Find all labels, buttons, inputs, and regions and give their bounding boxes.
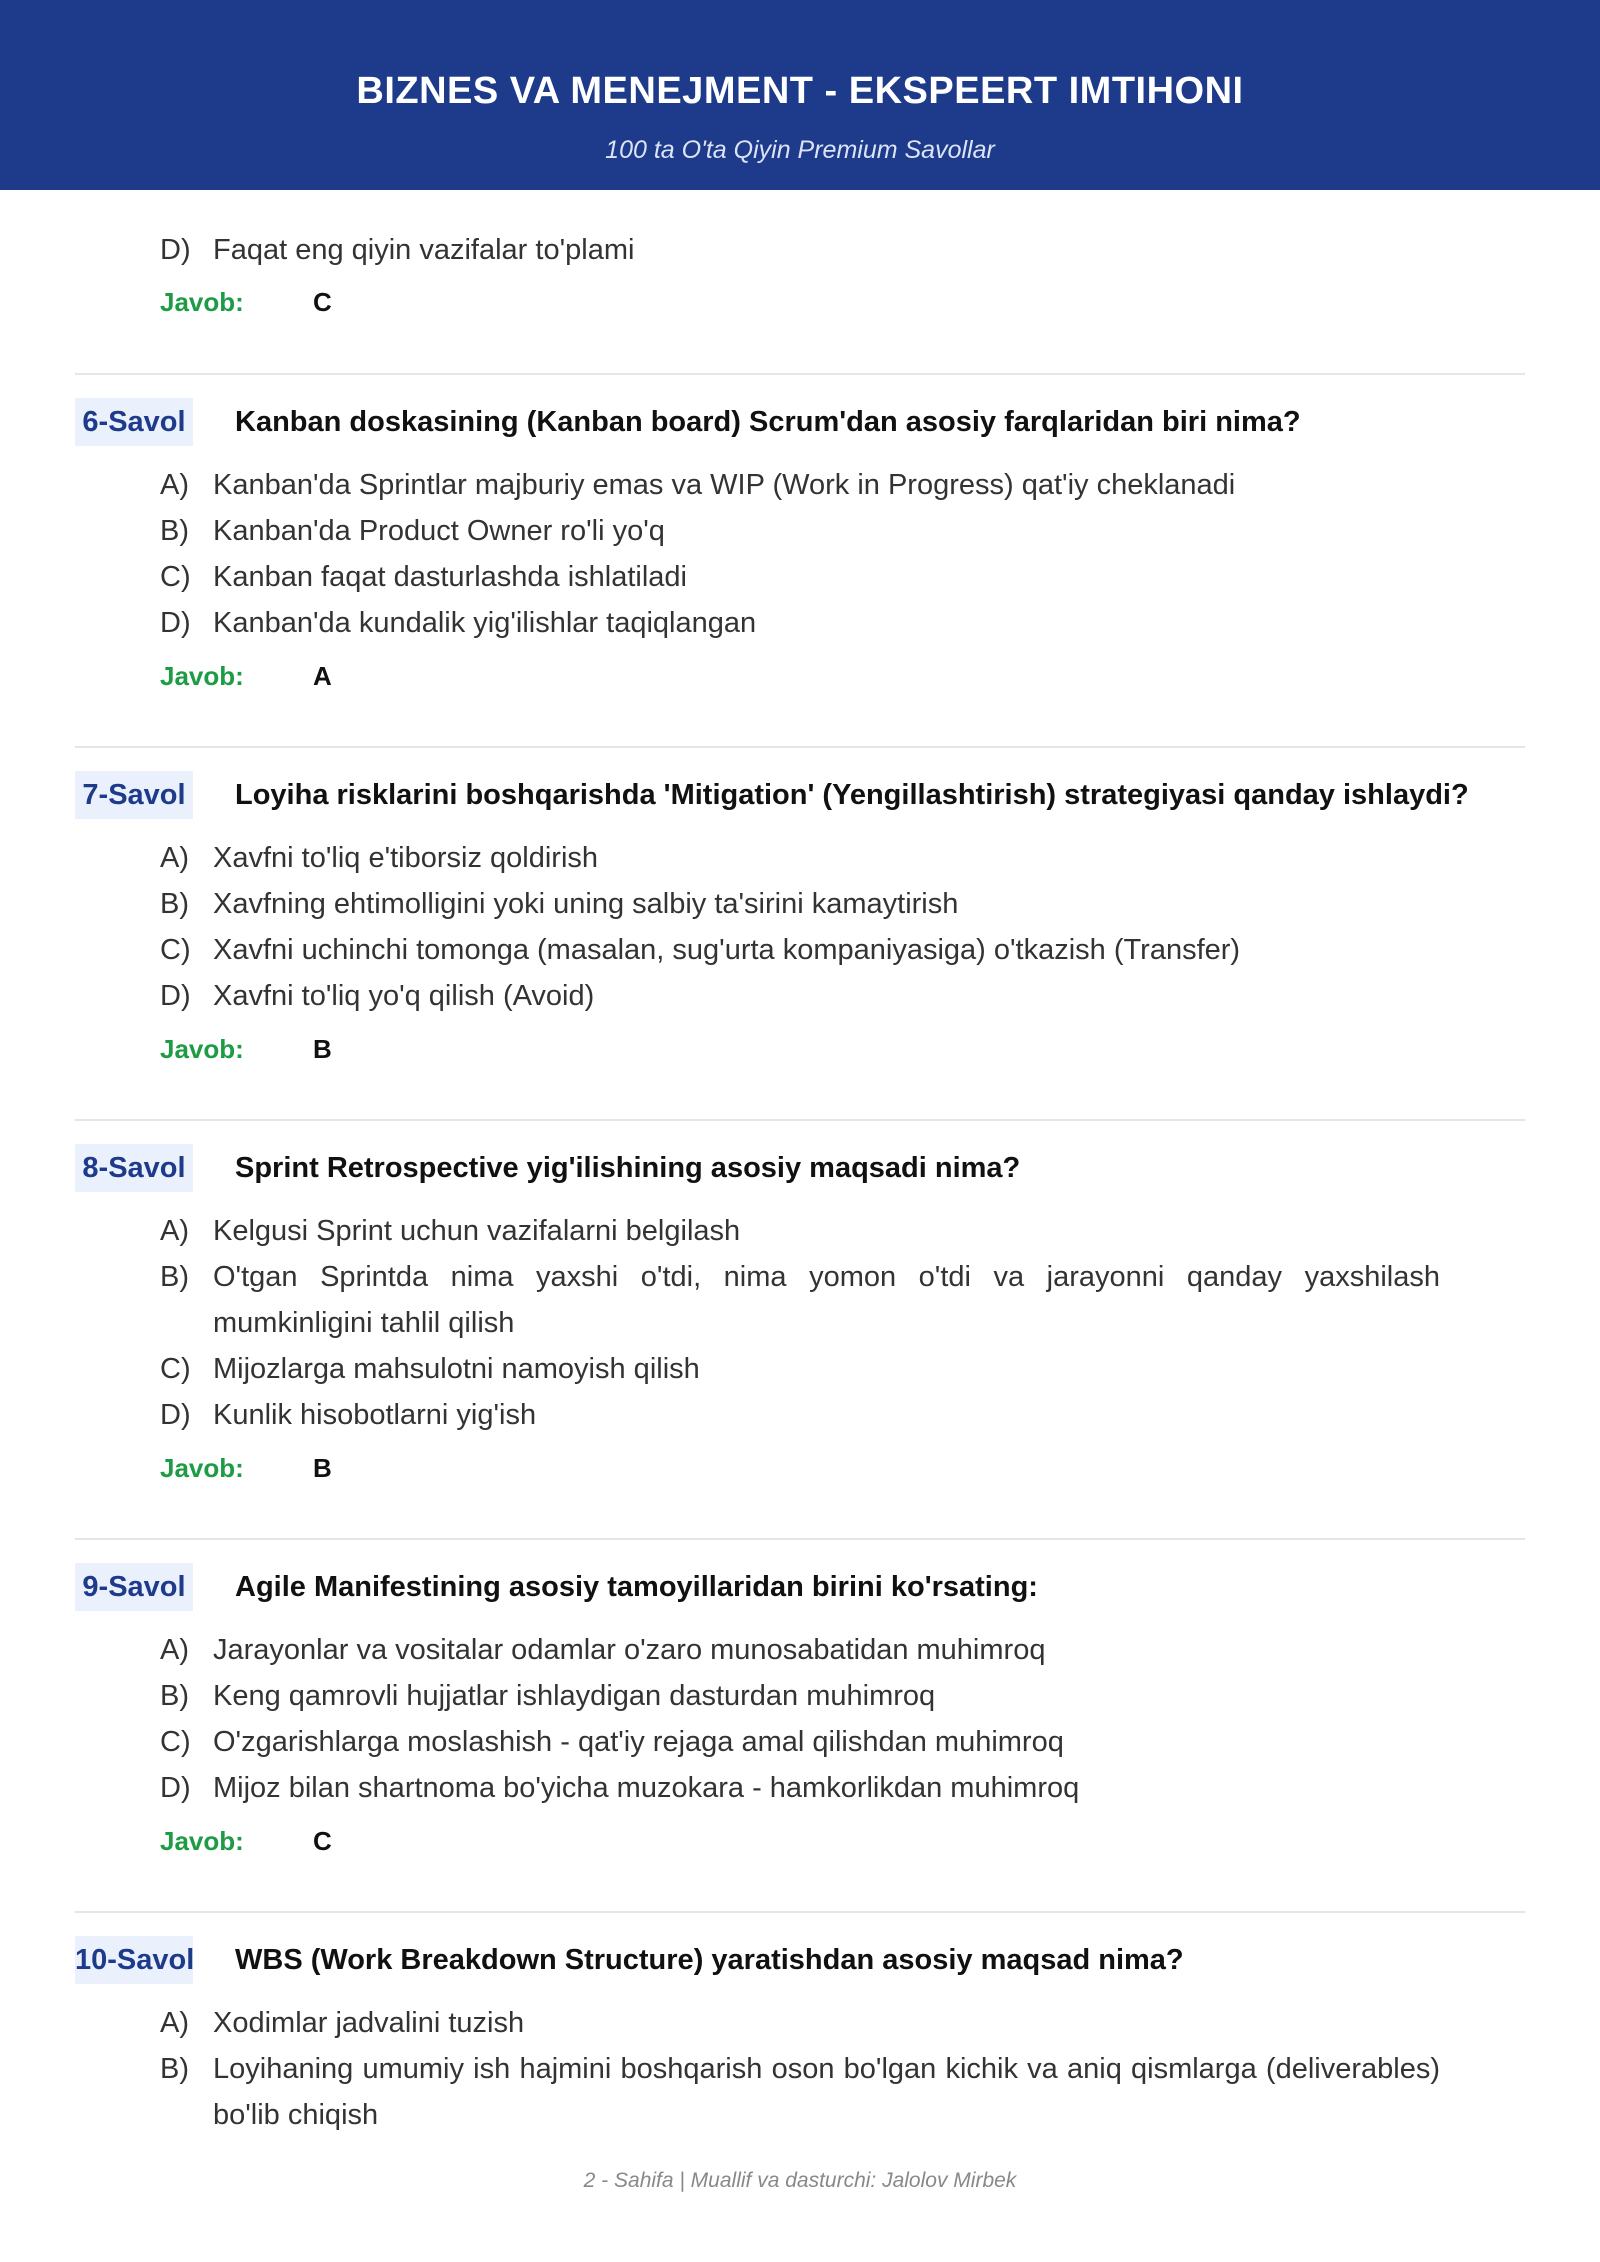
divider [75,1911,1525,1913]
option-a [160,1627,1440,1673]
option-letter: B) [160,2053,189,2085]
option-letter: D) [160,1772,191,1804]
question-number-badge: 10-Savol [75,1936,193,1984]
question-number-badge: 7-Savol [75,771,193,819]
option-a [160,1208,1440,1254]
option-letter: D) [160,607,191,639]
option-text: Jarayonlar va vositalar odamlar o'zaro munosabatidan muhimroq [213,1634,1046,1666]
divider [75,746,1525,748]
option-text: O'zgarishlarga moslashish - qat'iy rejaga amal qilishdan muhimroq [213,1726,1064,1758]
answer-row [160,1826,332,1856]
option-letter: D) [160,1399,191,1431]
option-text: Xodimlar jadvalini tuzish [213,2007,525,2039]
option-text: Xavfni uchinchi tomonga (masalan, sug'urta kompaniyasiga) o'tkazish (Transfer) [213,934,1241,966]
answer-value: C [313,1826,332,1856]
answer-row [160,287,332,317]
document-subtitle: 100 ta O'ta Qiyin Premium Savollar [605,136,995,164]
question-text: Sprint Retrospective yig'ilishining asosiy maqsadi nima? [235,1152,1021,1184]
page-header [0,0,1600,190]
divider [75,373,1525,375]
answer-value: B [313,1034,332,1064]
option-letter: A) [160,1634,189,1666]
option-text: Loyihaning umumiy ish hajmini boshqarish oson bo'lgan kichik va aniq qismlarga (deliverables) bo'lib chiqish [213,2053,1440,2131]
option-letter: A) [160,1215,189,1247]
option-c [160,1346,1440,1392]
option-text: Kanban'da Product Owner ro'li yo'q [213,515,665,547]
question-number-badge: 8-Savol [75,1144,193,1192]
document-title: BIZNES VA MENEJMENT - EKSPEERT IMTIHONI [356,70,1244,112]
option-text: Kelgusi Sprint uchun vazifalarni belgilash [213,1215,741,1247]
page-footer: 2 - Sahifa | Muallif va dasturchi: Jalolov Mirbek [583,2169,1017,2192]
option-letter: C) [160,561,191,593]
question-number-badge: 6-Savol [75,398,193,446]
option-letter: D) [160,234,191,266]
option-text: Xavfni to'liq yo'q qilish (Avoid) [213,980,595,1012]
question-number-badge: 9-Savol [75,1563,193,1611]
answer-value: C [313,287,332,317]
option-c [160,927,1440,973]
option-text: Mijoz bilan shartnoma bo'yicha muzokara - hamkorlikdan muhimroq [213,1772,1080,1804]
option-b [160,881,1440,927]
answer-label: Javob: [160,1826,244,1856]
question-text: Kanban doskasining (Kanban board) Scrum'dan asosiy farqlaridan biri nima? [235,406,1301,438]
option-letter: A) [160,469,189,501]
option-letter: C) [160,1353,191,1385]
option-d [160,227,1440,273]
option-text: Kanban'da Sprintlar majburiy emas va WIP (Work in Progress) qat'iy cheklanadi [213,469,1236,501]
divider [75,1538,1525,1540]
answer-row [160,661,332,691]
option-c [160,1719,1440,1765]
option-text: O'tgan Sprintda nima yaxshi o'tdi, nima yomon o'tdi va jarayonni qanday yaxshilash mumkinligini tahlil qilish [213,1261,1440,1339]
question-text: Agile Manifestining asosiy tamoyillaridan birini ko'rsating: [235,1571,1038,1603]
option-a [160,462,1440,508]
option-text: Xavfni to'liq e'tiborsiz qoldirish [213,842,599,874]
option-text: Faqat eng qiyin vazifalar to'plami [213,234,635,266]
option-letter: B) [160,888,189,920]
answer-label: Javob: [160,661,244,691]
option-a [160,2000,1440,2046]
answer-label: Javob: [160,287,244,317]
option-d [160,1765,1440,1811]
option-text: Mijozlarga mahsulotni namoyish qilish [213,1353,700,1385]
answer-value: A [313,661,332,691]
option-letter: B) [160,515,189,547]
answer-value: B [313,1453,332,1483]
option-c [160,554,1440,600]
option-letter: B) [160,1261,189,1293]
option-letter: A) [160,842,189,874]
option-text: Kanban'da kundalik yig'ilishlar taqiqlangan [213,607,757,639]
option-b [160,1673,1440,1719]
option-letter: C) [160,934,191,966]
option-text: Kunlik hisobotlarni yig'ish [213,1399,537,1431]
divider [75,1119,1525,1121]
option-letter: B) [160,1680,189,1712]
option-text: Kanban faqat dasturlashda ishlatiladi [213,561,687,593]
option-b [160,508,1440,554]
question-text: Loyiha risklarini boshqarishda 'Mitigation' (Yengillashtirish) strategiyasi qanday ishlaydi? [235,779,1469,811]
answer-row [160,1034,332,1064]
option-text: Keng qamrovli hujjatlar ishlaydigan dasturdan muhimroq [213,1680,936,1712]
option-letter: C) [160,1726,191,1758]
answer-label: Javob: [160,1453,244,1483]
answer-label: Javob: [160,1034,244,1064]
option-a [160,835,1440,881]
option-letter: A) [160,2007,189,2039]
question-text: WBS (Work Breakdown Structure) yaratishdan asosiy maqsad nima? [235,1944,1184,1976]
option-d [160,1392,1440,1438]
option-d [160,600,1440,646]
answer-row [160,1453,332,1483]
option-text: Xavfning ehtimolligini yoki uning salbiy ta'sirini kamaytirish [213,888,959,920]
option-d [160,973,1440,1019]
option-b [160,2046,1440,2138]
option-b [160,1254,1440,1346]
option-letter: D) [160,980,191,1012]
